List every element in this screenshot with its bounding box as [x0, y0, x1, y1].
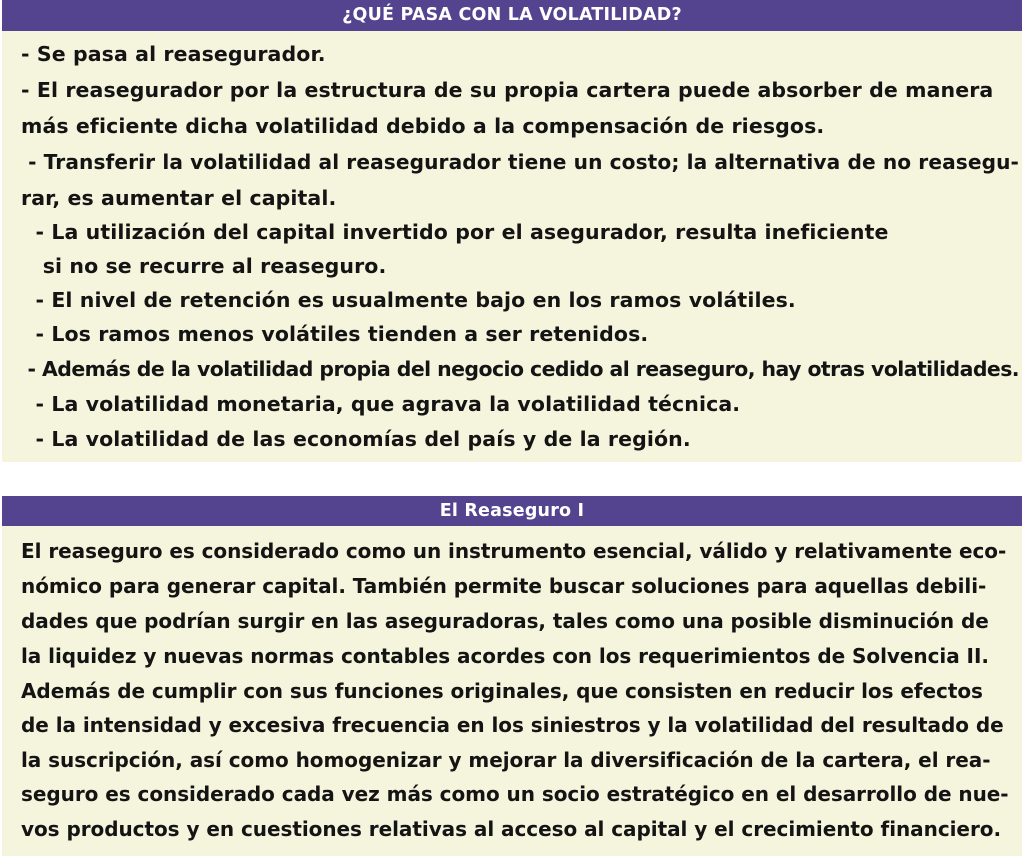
volatility-line: si no se recurre al reaseguro. [21, 254, 387, 278]
reaseguro-header: El Reaseguro I [2, 496, 1022, 526]
reaseguro-line: la suscripción, así como homogenizar y mejorar la diversificación de la cartera, el rea- [21, 748, 991, 772]
volatility-header: ¿QUÉ PASA CON LA VOLATILIDAD? [2, 0, 1022, 31]
volatility-line: - El nivel de retención es usualmente bajo en los ramos volátiles. [21, 288, 796, 312]
reaseguro-line: seguro es considerado cada vez más como un socio estratégico en el desarrollo de nue- [21, 782, 1009, 806]
volatility-line: más eficiente dicha volatilidad debido a la compensación de riesgos. [21, 114, 825, 138]
reaseguro-line: la liquidez y nuevas normas contables acordes con los requerimientos de Solvencia II. [21, 644, 989, 668]
reaseguro-line: dades que podrían surgir en las aseguradoras, tales como una posible disminución de [21, 609, 989, 633]
volatility-line: - El reasegurador por la estructura de su propia cartera puede absorber de manera [21, 78, 994, 102]
reaseguro-line: Además de cumplir con sus funciones originales, que consisten en reducir los efectos [21, 679, 983, 703]
volatility-line: - Los ramos menos volátiles tienden a ser retenidos. [21, 322, 649, 346]
volatility-line: - Se pasa al reasegurador. [21, 42, 326, 66]
reaseguro-line: vos productos y en cuestiones relativas al acceso al capital y el crecimiento financiero. [21, 817, 1001, 841]
reaseguro-box [2, 496, 1022, 856]
reaseguro-line: de la intensidad y excesiva frecuencia en los siniestros y la volatilidad del resultado de [21, 713, 1004, 737]
volatility-line: - La utilización del capital invertido por el asegurador, resulta ineficiente [21, 220, 889, 244]
volatility-line: - Además de la volatilidad propia del negocio cedido al reaseguro, hay otras volatilidades. [21, 357, 1020, 381]
volatility-line: rar, es aumentar el capital. [21, 186, 337, 210]
reaseguro-line: El reaseguro es considerado como un instrumento esencial, válido y relativamente eco- [21, 539, 1007, 563]
volatility-line: - La volatilidad monetaria, que agrava la volatilidad técnica. [21, 392, 741, 416]
volatility-box [2, 0, 1022, 462]
volatility-line: - La volatilidad de las economías del país y de la región. [21, 427, 691, 451]
volatility-line: - Transferir la volatilidad al reasegurador tiene un costo; la alternativa de no reasegu- [21, 150, 1020, 174]
reaseguro-line: nómico para generar capital. También permite buscar soluciones para aquellas debili- [21, 574, 987, 598]
